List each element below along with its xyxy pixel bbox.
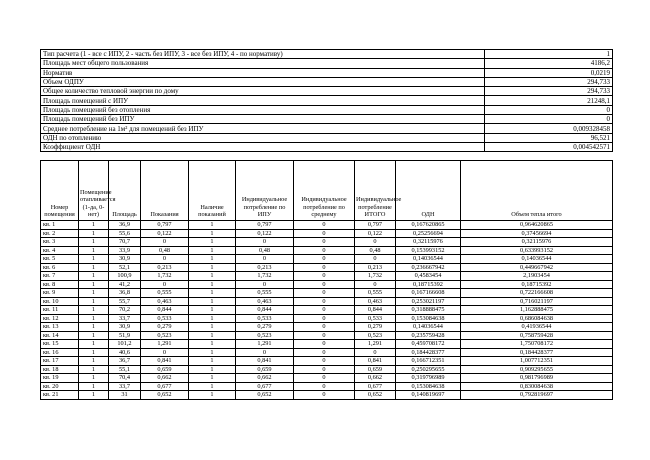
table-cell: 1 — [189, 306, 236, 315]
table-cell: 1 — [189, 272, 236, 281]
table-cell: 1 — [189, 391, 236, 400]
parameter-row — [41, 87, 613, 96]
table-cell: 0,830084638 — [461, 382, 613, 391]
table-cell: 0 — [236, 348, 294, 357]
table-cell: 1,007712351 — [461, 357, 613, 366]
table-cell: 70,7 — [109, 238, 141, 247]
parameter-value: 96,521 — [485, 133, 613, 142]
table-cell: 1 — [189, 323, 236, 332]
parameter-label: Площадь мест общего пользования — [41, 59, 485, 68]
table-cell: кв. 12 — [41, 314, 79, 323]
table-cell: 0 — [294, 357, 355, 366]
table-cell: 0,25256694 — [396, 229, 461, 238]
table-cell: 0,555 — [141, 289, 189, 298]
table-cell: 0,236667942 — [396, 263, 461, 272]
table-cell: 0,797 — [355, 221, 396, 230]
table-cell: 0,319796989 — [396, 374, 461, 383]
table-cell: 0,167620865 — [396, 221, 461, 230]
table-cell: кв. 16 — [41, 348, 79, 357]
table-cell: 0,523 — [236, 331, 294, 340]
column-header: Помещение отапливается (1-да, 0-нет) — [79, 161, 109, 221]
parameter-label: Коэффициент ОДН — [41, 142, 485, 151]
table-row — [41, 238, 613, 247]
table-cell: 0 — [294, 297, 355, 306]
table-cell: 1 — [79, 365, 109, 374]
table-cell: кв. 10 — [41, 297, 79, 306]
table-cell: 0,253021197 — [396, 297, 461, 306]
table-cell: 1 — [79, 331, 109, 340]
table-cell: 1 — [79, 314, 109, 323]
table-cell: 0,555 — [236, 289, 294, 298]
parameters-table — [40, 49, 613, 152]
table-cell: 70,2 — [109, 306, 141, 315]
column-header: Объем тепла итого — [461, 161, 613, 221]
table-cell: 1 — [189, 297, 236, 306]
table-cell: 40,6 — [109, 348, 141, 357]
table-cell: 0 — [294, 391, 355, 400]
parameter-value: 294,733 — [485, 77, 613, 86]
table-cell: 0,166712351 — [396, 357, 461, 366]
table-row — [41, 229, 613, 238]
table-cell: 33,7 — [109, 382, 141, 391]
table-cell: 0,797 — [141, 221, 189, 230]
table-cell: 0 — [355, 348, 396, 357]
table-cell: 1 — [189, 263, 236, 272]
table-cell: 0 — [294, 246, 355, 255]
column-header: ОДН — [396, 161, 461, 221]
table-cell: 1 — [79, 306, 109, 315]
table-cell: 1 — [79, 289, 109, 298]
table-cell: 55,6 — [109, 229, 141, 238]
table-cell: 101,2 — [109, 340, 141, 349]
table-cell: кв. 11 — [41, 306, 79, 315]
table-cell: кв. 2 — [41, 229, 79, 238]
table-cell: 0,449667942 — [461, 263, 613, 272]
table-cell: 0,37456694 — [461, 229, 613, 238]
table-cell: 0,235759428 — [396, 331, 461, 340]
table-cell: 0,533 — [355, 314, 396, 323]
parameter-label: Тип расчета (1 - все с ИПУ, 2 - часть без ИПУ, 3 - все без ИПУ, 4 - по нормативу) — [41, 50, 485, 59]
parameter-row — [41, 133, 613, 142]
table-cell: 0,250295655 — [396, 365, 461, 374]
table-cell: 0,652 — [141, 391, 189, 400]
table-cell: 0 — [236, 238, 294, 247]
table-cell: 1 — [79, 229, 109, 238]
parameter-value: 294,733 — [485, 87, 613, 96]
table-cell: 0,523 — [355, 331, 396, 340]
table-cell: 1 — [189, 238, 236, 247]
table-cell: 1 — [189, 365, 236, 374]
table-cell: 0 — [141, 348, 189, 357]
table-cell: 0,32115976 — [461, 238, 613, 247]
table-cell: 1 — [79, 348, 109, 357]
table-cell: 1,291 — [236, 340, 294, 349]
table-cell: 0 — [355, 280, 396, 289]
column-header: Наличие показаний — [189, 161, 236, 221]
table-cell: 1 — [189, 331, 236, 340]
table-row — [41, 365, 613, 374]
table-cell: кв. 18 — [41, 365, 79, 374]
table-cell: 0,167166608 — [396, 289, 461, 298]
table-cell: 0,48 — [236, 246, 294, 255]
table-cell: кв. 4 — [41, 246, 79, 255]
table-cell: 1 — [189, 289, 236, 298]
table-cell: 1,732 — [236, 272, 294, 281]
parameter-row — [41, 77, 613, 86]
table-cell: 1,732 — [141, 272, 189, 281]
table-cell: 0,841 — [141, 357, 189, 366]
parameter-row — [41, 96, 613, 105]
table-row — [41, 306, 613, 315]
parameter-label: Норматив — [41, 68, 485, 77]
table-cell: кв. 6 — [41, 263, 79, 272]
parameter-value: 0 — [485, 115, 613, 124]
table-cell: 1,162888475 — [461, 306, 613, 315]
column-header: Площадь — [109, 161, 141, 221]
table-cell: 0 — [294, 280, 355, 289]
table-cell: кв. 17 — [41, 357, 79, 366]
parameter-label: Общее количество тепловой энергии по дому — [41, 87, 485, 96]
table-cell: 0,981796989 — [461, 374, 613, 383]
table-row — [41, 255, 613, 264]
table-cell: 0 — [294, 306, 355, 315]
table-row — [41, 297, 613, 306]
parameter-label: Площадь помещений с ИПУ — [41, 96, 485, 105]
parameter-label: Среднее потребление на 1м² для помещений без ИПУ — [41, 124, 485, 133]
table-cell: 0 — [141, 280, 189, 289]
table-cell: 0 — [294, 348, 355, 357]
table-cell: 0,659 — [141, 365, 189, 374]
table-cell: 0,41936544 — [461, 323, 613, 332]
table-cell: 0,279 — [236, 323, 294, 332]
table-cell: кв. 20 — [41, 382, 79, 391]
table-cell: 0,844 — [355, 306, 396, 315]
table-cell: 0,18715392 — [461, 280, 613, 289]
table-cell: кв. 3 — [41, 238, 79, 247]
table-row — [41, 382, 613, 391]
table-cell: 0,686084638 — [461, 314, 613, 323]
table-cell: 0,279 — [355, 323, 396, 332]
table-cell: 1 — [189, 340, 236, 349]
table-cell: 0,523 — [141, 331, 189, 340]
table-cell: 0,32115976 — [396, 238, 461, 247]
table-cell: кв. 9 — [41, 289, 79, 298]
table-cell: 0 — [236, 280, 294, 289]
table-row — [41, 374, 613, 383]
table-cell: 55,1 — [109, 365, 141, 374]
table-cell: 0 — [294, 374, 355, 383]
table-cell: 1 — [189, 314, 236, 323]
table-cell: 0,153084638 — [396, 314, 461, 323]
table-cell: 0 — [294, 221, 355, 230]
table-cell: 0,633993152 — [461, 246, 613, 255]
table-cell: 0,279 — [141, 323, 189, 332]
table-row — [41, 289, 613, 298]
table-cell: 0,463 — [355, 297, 396, 306]
table-cell: 1 — [79, 323, 109, 332]
table-cell: 0,964620865 — [461, 221, 613, 230]
table-cell: 1 — [79, 357, 109, 366]
table-cell: 100,9 — [109, 272, 141, 281]
table-cell: 0,652 — [236, 391, 294, 400]
table-cell: 0 — [294, 229, 355, 238]
table-cell: 1,732 — [355, 272, 396, 281]
table-cell: 0 — [294, 289, 355, 298]
table-cell: 0 — [294, 382, 355, 391]
table-cell: 1 — [189, 374, 236, 383]
table-cell: 1 — [79, 246, 109, 255]
table-row — [41, 221, 613, 230]
table-cell: кв. 13 — [41, 323, 79, 332]
parameter-label: Объем ОДПУ — [41, 77, 485, 86]
table-cell: 0 — [294, 238, 355, 247]
table-cell: 0,677 — [236, 382, 294, 391]
table-cell: 55,7 — [109, 297, 141, 306]
parameter-label: Площадь помещений без ИПУ — [41, 115, 485, 124]
table-cell: кв. 5 — [41, 255, 79, 264]
table-cell: 52,1 — [109, 263, 141, 272]
table-cell: 0,14036544 — [396, 255, 461, 264]
table-cell: 0,122 — [236, 229, 294, 238]
table-cell: 36,8 — [109, 289, 141, 298]
table-cell: 0 — [141, 238, 189, 247]
parameter-value: 21248,1 — [485, 96, 613, 105]
table-cell: 0,213 — [355, 263, 396, 272]
table-cell: 70,4 — [109, 374, 141, 383]
table-cell: 36,9 — [109, 221, 141, 230]
table-cell: 0,555 — [355, 289, 396, 298]
table-cell: 1 — [79, 280, 109, 289]
table-row — [41, 391, 613, 400]
column-header: Индивидуальное потребление по среднему — [294, 161, 355, 221]
parameter-row — [41, 124, 613, 133]
table-cell: 30,9 — [109, 323, 141, 332]
table-cell: 1 — [189, 255, 236, 264]
table-row — [41, 272, 613, 281]
table-cell: 0,184428377 — [461, 348, 613, 357]
parameter-label: ОДН по отоплению — [41, 133, 485, 142]
parameter-value: 1 — [485, 50, 613, 59]
table-cell: 0 — [294, 272, 355, 281]
table-cell: 0,677 — [355, 382, 396, 391]
table-cell: 33,7 — [109, 314, 141, 323]
table-row — [41, 263, 613, 272]
parameter-row — [41, 105, 613, 114]
parameter-value: 4186,2 — [485, 59, 613, 68]
table-cell: 0 — [294, 340, 355, 349]
table-cell: 0 — [294, 323, 355, 332]
table-cell: 1 — [79, 263, 109, 272]
table-cell: 0,14036544 — [461, 255, 613, 264]
table-cell: 0,18715392 — [396, 280, 461, 289]
apartments-table — [40, 160, 613, 400]
table-cell: 0,48 — [141, 246, 189, 255]
table-cell: 1 — [79, 391, 109, 400]
table-cell: 0,677 — [141, 382, 189, 391]
table-cell: 30,9 — [109, 255, 141, 264]
table-row — [41, 246, 613, 255]
table-cell: 1 — [189, 382, 236, 391]
table-cell: 0 — [294, 263, 355, 272]
table-cell: 1 — [79, 374, 109, 383]
table-cell: 0,652 — [355, 391, 396, 400]
table-cell: 0,184428377 — [396, 348, 461, 357]
table-cell: 0,841 — [236, 357, 294, 366]
table-cell: 1 — [79, 238, 109, 247]
table-cell: кв. 14 — [41, 331, 79, 340]
parameter-label: Площадь помещений без отопления — [41, 105, 485, 114]
table-cell: кв. 19 — [41, 374, 79, 383]
table-cell: 1 — [189, 246, 236, 255]
table-cell: кв. 8 — [41, 280, 79, 289]
table-cell: 0,533 — [141, 314, 189, 323]
parameter-row — [41, 142, 613, 151]
table-cell: 1,750708172 — [461, 340, 613, 349]
table-cell: 0,153993152 — [396, 246, 461, 255]
table-row — [41, 331, 613, 340]
table-cell: 0,844 — [236, 306, 294, 315]
table-cell: 33,9 — [109, 246, 141, 255]
table-cell: 0,140819697 — [396, 391, 461, 400]
table-row — [41, 357, 613, 366]
table-cell: 1 — [79, 272, 109, 281]
table-row — [41, 348, 613, 357]
table-cell: 1 — [79, 297, 109, 306]
table-cell: 1 — [189, 348, 236, 357]
column-header: Индивидуальное потребление ИТОГО — [355, 161, 396, 221]
table-cell: 0,318888475 — [396, 306, 461, 315]
table-row — [41, 340, 613, 349]
table-cell: 0,844 — [141, 306, 189, 315]
table-cell: 0 — [294, 365, 355, 374]
table-cell: 36,7 — [109, 357, 141, 366]
table-cell: 0 — [294, 331, 355, 340]
table-cell: 1 — [189, 221, 236, 230]
table-cell: 0,841 — [355, 357, 396, 366]
table-cell: 1 — [79, 255, 109, 264]
table-cell: 1 — [189, 280, 236, 289]
column-header: Показания — [141, 161, 189, 221]
table-cell: 0 — [141, 255, 189, 264]
parameter-value: 0 — [485, 105, 613, 114]
table-cell: кв. 7 — [41, 272, 79, 281]
table-cell: кв. 15 — [41, 340, 79, 349]
table-cell: 0,153084638 — [396, 382, 461, 391]
table-cell: 41,2 — [109, 280, 141, 289]
table-cell: 0,463 — [236, 297, 294, 306]
table-cell: кв. 1 — [41, 221, 79, 230]
column-header: Индивидуальное потребление по ИПУ — [236, 161, 294, 221]
table-cell: 31 — [109, 391, 141, 400]
parameter-row — [41, 50, 613, 59]
table-cell: 0,533 — [236, 314, 294, 323]
table-cell: 0,716021197 — [461, 297, 613, 306]
parameter-row — [41, 115, 613, 124]
table-cell: 0,122 — [141, 229, 189, 238]
table-row — [41, 280, 613, 289]
table-row — [41, 323, 613, 332]
table-cell: 0,792819697 — [461, 391, 613, 400]
table-cell: 0,122 — [355, 229, 396, 238]
table-cell: 0,4583454 — [396, 272, 461, 281]
table-cell: 1,291 — [141, 340, 189, 349]
table-cell: 0,459708172 — [396, 340, 461, 349]
table-cell: 0,662 — [141, 374, 189, 383]
table-cell: 0,213 — [236, 263, 294, 272]
table-cell: 1 — [189, 357, 236, 366]
table-cell: 0 — [294, 255, 355, 264]
table-cell: 1 — [79, 221, 109, 230]
table-cell: 1,291 — [355, 340, 396, 349]
parameter-value: 0,004542571 — [485, 142, 613, 151]
table-cell: 1 — [79, 382, 109, 391]
table-cell: 0,722166608 — [461, 289, 613, 298]
table-cell: 0,909295655 — [461, 365, 613, 374]
column-header: Номер помещения — [41, 161, 79, 221]
table-cell: 0,662 — [236, 374, 294, 383]
table-cell: 0,213 — [141, 263, 189, 272]
table-cell: 0,659 — [236, 365, 294, 374]
parameter-row — [41, 59, 613, 68]
table-cell: 0,48 — [355, 246, 396, 255]
table-cell: 0,659 — [355, 365, 396, 374]
table-cell: 1 — [189, 229, 236, 238]
table-cell: 0 — [236, 255, 294, 264]
table-cell: 0,463 — [141, 297, 189, 306]
table-cell: 0 — [355, 238, 396, 247]
table-cell: 0,662 — [355, 374, 396, 383]
table-cell: 0 — [355, 255, 396, 264]
table-cell: 0,797 — [236, 221, 294, 230]
table-cell: кв. 21 — [41, 391, 79, 400]
table-cell: 0 — [294, 314, 355, 323]
table-cell: 51,9 — [109, 331, 141, 340]
table-cell: 1 — [79, 340, 109, 349]
table-cell: 0,14036544 — [396, 323, 461, 332]
parameter-value: 0,0219 — [485, 68, 613, 77]
parameter-row — [41, 68, 613, 77]
table-row — [41, 314, 613, 323]
table-cell: 2,1903454 — [461, 272, 613, 281]
table-cell: 0,758759428 — [461, 331, 613, 340]
parameter-value: 0,009328458 — [485, 124, 613, 133]
